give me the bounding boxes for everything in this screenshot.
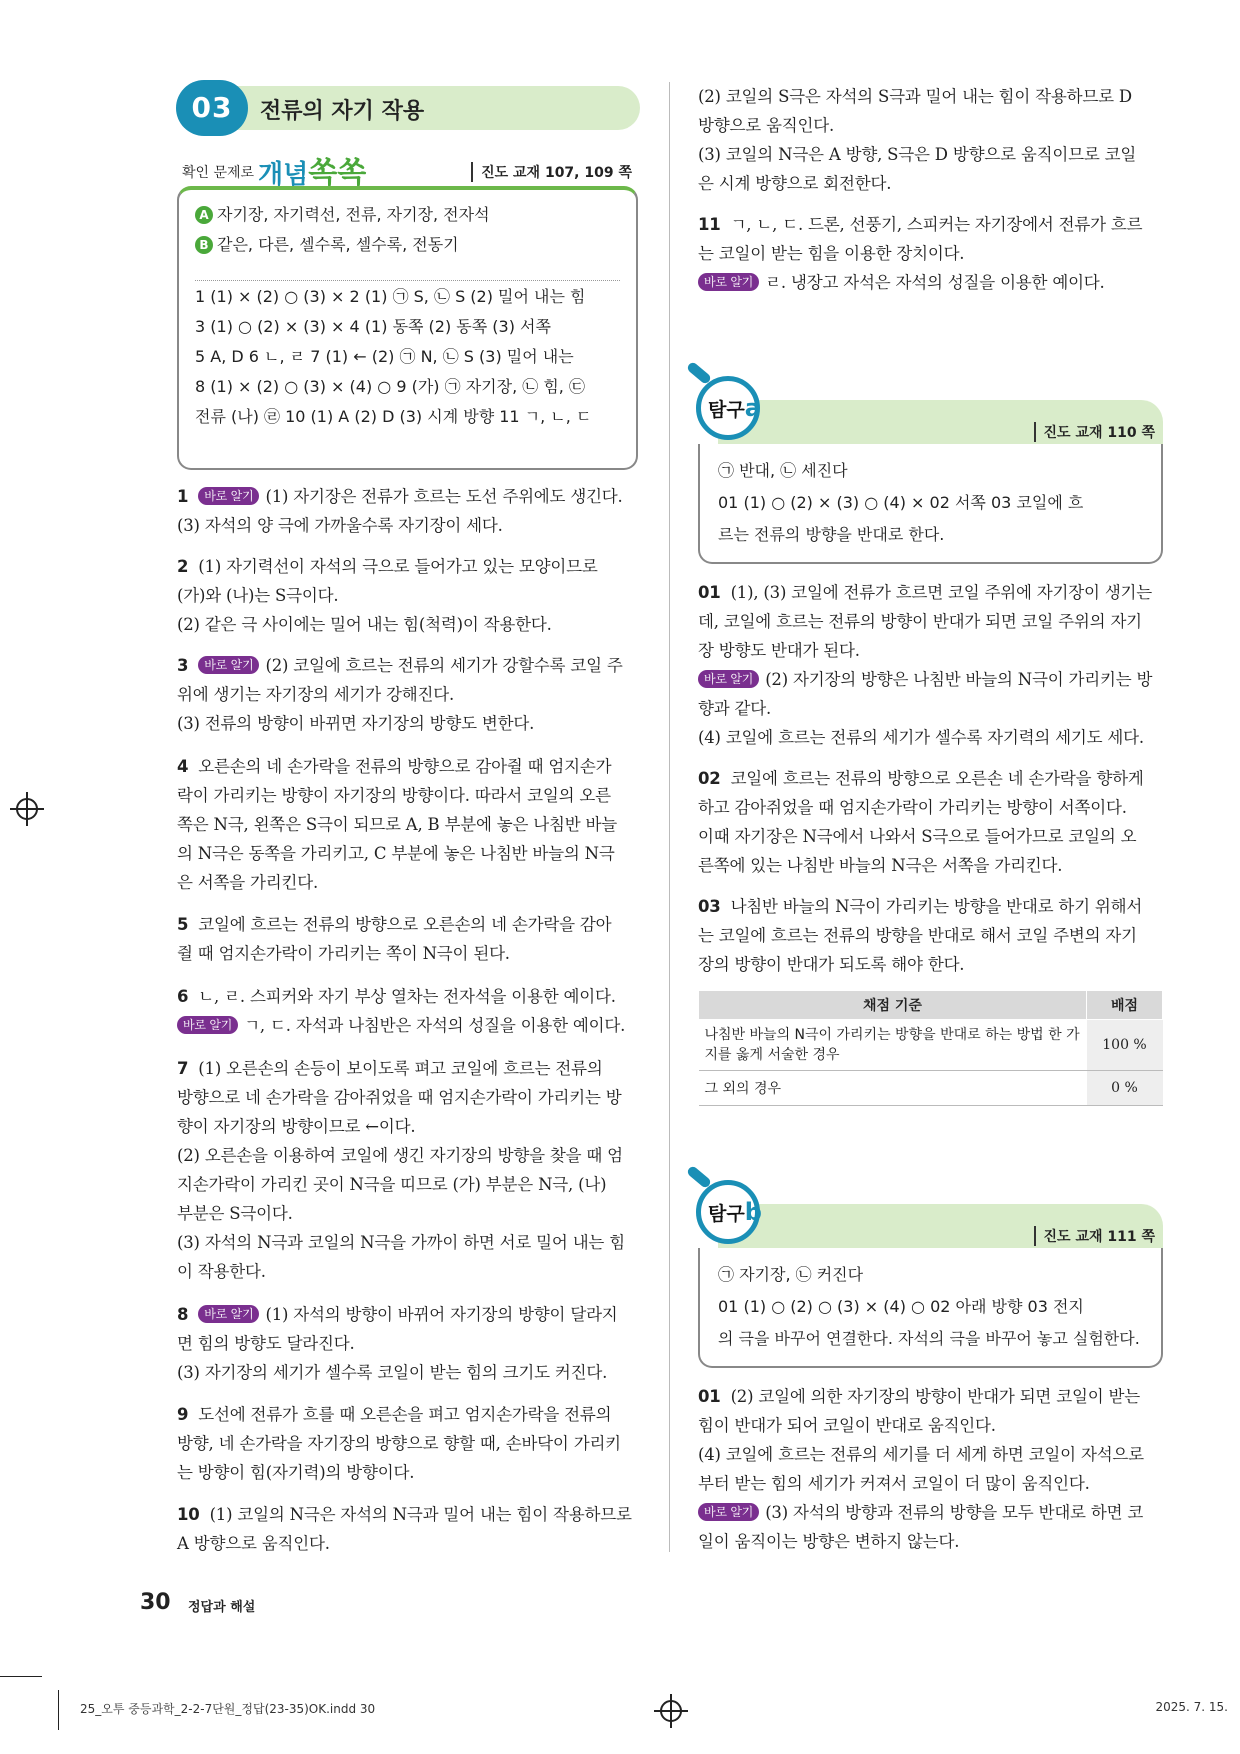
correction-tag: 바로 알기: [177, 1016, 238, 1034]
explore-a-body: [698, 444, 1163, 564]
correction-tag: 바로 알기: [198, 656, 259, 674]
explanation-2: [177, 552, 642, 639]
text-line: 장의 방향이 반대가 되도록 해야 한다.: [698, 955, 965, 974]
explore-answer-line: 르는 전류의 방향을 반대로 한다.: [718, 525, 945, 544]
registration-mark-icon: [16, 798, 38, 820]
text-line: (4) 코일에 흐르는 전류의 세기가 셀수록 자기력의 세기도 세다.: [698, 728, 1144, 747]
concept-answer-line: 3 (1) ○ (2) × (3) × 4 (1) 동쪽 (2) 동쪽 (3) 서쪽: [195, 317, 551, 336]
text-line: 데, 코일에 흐르는 전류의 방향이 반대가 되면 코일 주위의 자기: [698, 612, 1142, 631]
explanation-10: [177, 1500, 642, 1558]
explore-answer-line: 의 극을 바꾸어 연결한다. 자석의 극을 바꾸어 놓고 실험한다.: [718, 1329, 1140, 1348]
explore-a-explanation-02: [698, 764, 1163, 880]
explore-a-explanation-03: [698, 892, 1163, 979]
explore-letter: a: [744, 394, 761, 422]
explore-b-body: [698, 1248, 1163, 1368]
text-line: (1) 코일의 N극은 자석의 N극과 밀어 내는 힘이 작용하므로: [209, 1505, 632, 1524]
trim-mark: [0, 1676, 42, 1677]
concept-big-accent: 쏙쏙: [308, 156, 367, 191]
explore-label-text: 탐구: [708, 1203, 745, 1225]
explore-answer-line: ㉠ 반대, ㉡ 세진다: [718, 461, 848, 480]
text-line: 힘이 반대가 되어 코일이 반대로 움직인다.: [698, 1416, 996, 1435]
concept-header: [180, 148, 640, 191]
text-line: 은 서쪽을 가리킨다.: [177, 873, 319, 892]
text-line: 방향으로 움직인다.: [698, 116, 835, 135]
correction-tag: 바로 알기: [198, 1305, 259, 1323]
registration-mark-icon: [660, 1700, 682, 1722]
text-line: 코일에 흐르는 전류의 방향으로 오른손의 네 손가락을 감아: [198, 915, 612, 934]
text-line: (가)와 (나)는 S극이다.: [177, 586, 339, 605]
text-line: (3) 자석의 양 극에 가까울수록 자기장이 세다.: [177, 516, 503, 535]
text-line: 일이 움직이는 방향은 변하지 않는다.: [698, 1532, 960, 1551]
table-cell: 그 외의 경우: [699, 1071, 1087, 1106]
concept-textbook-ref: 진도 교재 107, 109 쪽: [471, 162, 632, 182]
explore-label-text: 탐구: [708, 399, 745, 421]
dotted-divider: [195, 280, 620, 281]
correction-tag: 바로 알기: [698, 1503, 759, 1521]
concept-answer-line: 전류 (나) ㉣ 10 (1) A (2) D (3) 시계 방향 11 ㄱ, ㄴ, ㄷ: [195, 407, 592, 426]
text-line: 위에 생기는 자기장의 세기가 강해진다.: [177, 685, 455, 704]
concept-answer-line: 8 (1) × (2) ○ (3) × (4) ○ 9 (가) ㉠ 자기장, ㉡ 힘, ㉢: [195, 377, 585, 396]
column-divider: [669, 82, 670, 1552]
concept-big-text: 개념: [258, 160, 309, 190]
text-line: 부분은 S극이다.: [177, 1204, 293, 1223]
correction-tag: 바로 알기: [698, 273, 759, 291]
explore-b-label: [708, 1198, 762, 1226]
explanation-6: [177, 982, 642, 1040]
text-line: (1) 자기장은 전류가 흐르는 도선 주위에도 생긴다.: [265, 487, 623, 506]
text-line: 방향으로 네 손가락을 감아쥐었을 때 엄지손가락이 가리키는 방: [177, 1088, 622, 1107]
explore-a-box: [698, 394, 1163, 568]
text-line: (3) 전류의 방향이 바뀌면 자기장의 방향도 변한다.: [177, 714, 535, 733]
concept-line-a-text: 자기장, 자기력선, 전류, 자기장, 전자석: [217, 205, 490, 224]
section-number-badge: 03: [176, 80, 248, 136]
table-header: 채점 기준: [699, 991, 1087, 1020]
text-line: (4) 코일에 흐르는 전류의 세기를 더 세게 하면 코일이 자석으로: [698, 1445, 1144, 1464]
text-line: 향이 자기장의 방향이므로 ←이다.: [177, 1117, 416, 1136]
text-line: ㄱ, ㄴ, ㄷ. 드론, 선풍기, 스피커는 자기장에서 전류가 흐르: [730, 215, 1143, 234]
explore-a-ref: 진도 교재 110 쪽: [1034, 422, 1155, 442]
text-line: (2) 같은 극 사이에는 밀어 내는 힘(척력)이 작용한다.: [177, 615, 552, 634]
text-line: (2) 오른손을 이용하여 코일에 생긴 자기장의 방향을 찾을 때 엄: [177, 1146, 623, 1165]
explore-b-header: [708, 1198, 1163, 1248]
text-line: (1) 오른손의 손등이 보이도록 펴고 코일에 흐르는 전류의: [198, 1059, 603, 1078]
footer-label: 정답과 해설: [188, 1600, 256, 1615]
table-cell: 100 %: [1087, 1020, 1163, 1071]
table-header: 배점: [1087, 991, 1163, 1020]
text-line: ㄹ. 냉장고 자석은 자석의 성질을 이용한 예이다.: [765, 273, 1105, 292]
print-file-info: 25_오투 중등과학_2-2-7단원_정답(23-35)OK.indd 30: [80, 1702, 376, 1716]
text-line: 오른손의 네 손가락을 전류의 방향으로 감아쥘 때 엄지손가: [198, 757, 612, 776]
question-number: 01: [698, 583, 721, 602]
question-number: 4: [177, 757, 189, 776]
question-number: 7: [177, 1059, 189, 1078]
explanation-7: [177, 1054, 642, 1286]
section-title: 전류의 자기 작용: [260, 99, 425, 124]
text-line: (2) 코일에 의한 자기장의 방향이 반대가 되면 코일이 받는: [730, 1387, 1140, 1406]
question-number: 3: [177, 656, 189, 675]
explore-letter: b: [744, 1198, 762, 1226]
concept-answer-line: 5 A, D 6 ㄴ, ㄹ 7 (1) ← (2) ㉠ N, ㉡ S (3) 밀어 내는: [195, 347, 574, 366]
table-row: [699, 1020, 1163, 1071]
explanation-4: [177, 752, 642, 897]
text-line: ㄴ, ㄹ. 스피커와 자기 부상 열차는 전자석을 이용한 예이다.: [198, 987, 616, 1006]
table-cell: 나침반 바늘의 N극이 가리키는 방향을 반대로 하는 방법 한 가지를 옳게 서술한 경우: [699, 1020, 1087, 1071]
concept-line-b: [195, 232, 459, 255]
explanation-3: [177, 651, 642, 738]
text-line: 하고 감아쥐었을 때 엄지손가락이 가리키는 방향이 서쪽이다.: [698, 798, 1127, 817]
explanation-8: [177, 1300, 642, 1387]
text-line: 는 방향이 힘(자기력)의 방향이다.: [177, 1463, 415, 1482]
concept-answer-box: [177, 186, 638, 470]
correction-tag: 바로 알기: [698, 670, 759, 688]
page-number: 30: [140, 1590, 171, 1615]
text-line: 나침반 바늘의 N극이 가리키는 방향을 반대로 하기 위해서: [730, 897, 1143, 916]
explore-a-explanation-01: [698, 578, 1163, 752]
explore-b-explanation-01: [698, 1382, 1163, 1556]
table-header-row: [699, 991, 1163, 1020]
text-line: 은 시계 방향으로 회전한다.: [698, 174, 892, 193]
explanation-1: [177, 482, 642, 540]
question-number: 10: [177, 1505, 200, 1524]
question-number: 01: [698, 1387, 721, 1406]
text-line: 향과 같다.: [698, 699, 772, 718]
text-line: 는 코일에 흐르는 전류의 방향을 반대로 해서 코일 주변의 자기: [698, 926, 1137, 945]
text-line: A 방향으로 움직인다.: [177, 1534, 330, 1553]
text-line: 면 힘의 방향도 달라진다.: [177, 1334, 355, 1353]
concept-small-label: 확인 문제로: [182, 165, 255, 181]
correction-tag: 바로 알기: [198, 487, 259, 505]
explore-b-ref: 진도 교재 111 쪽: [1034, 1226, 1155, 1246]
text-line: (1) 자기력선이 자석의 극으로 들어가고 있는 모양이므로: [198, 557, 598, 576]
circle-a-badge: A: [195, 206, 213, 224]
explore-answer-line: 01 (1) ○ (2) ○ (3) × (4) ○ 02 아래 방향 03 전지: [718, 1297, 1084, 1316]
text-line: 도선에 전류가 흐를 때 오른손을 펴고 엄지손가락을 전류의: [198, 1405, 612, 1424]
question-number: 02: [698, 769, 721, 788]
explore-a-label: [708, 394, 761, 422]
concept-line-a: [195, 202, 490, 225]
text-line: 는 코일이 받는 힘을 이용한 장치이다.: [698, 244, 965, 263]
explore-answer-line: ㉠ 자기장, ㉡ 커진다: [718, 1265, 864, 1284]
text-line: 이 작용한다.: [177, 1262, 266, 1281]
text-line: (3) 자석의 방향과 전류의 방향을 모두 반대로 하면 코: [765, 1503, 1144, 1522]
concept-answer-line: 1 (1) × (2) ○ (3) × 2 (1) ㉠ S, ㉡ S (2) 밀어 내는 힘: [195, 287, 586, 306]
explanation-9: [177, 1400, 642, 1487]
text-line: 방향, 네 손가락을 자기장의 방향으로 향할 때, 손바닥이 가리키: [177, 1434, 621, 1453]
question-number: 5: [177, 915, 189, 934]
text-line: (1), (3) 코일에 전류가 흐르면 코일 주위에 자기장이 생기는: [730, 583, 1153, 602]
text-line: 른쪽에 있는 나침반 바늘의 N극은 서쪽을 가리킨다.: [698, 856, 1063, 875]
text-line: (2) 자기장의 방향은 나침반 바늘의 N극이 가리키는 방: [765, 670, 1153, 689]
section-banner: [178, 86, 640, 130]
explanation-5: [177, 910, 642, 968]
text-line: 이때 자기장은 N극에서 나와서 S극으로 들어가므로 코일의 오: [698, 827, 1137, 846]
question-number: 2: [177, 557, 189, 576]
question-number: 11: [698, 215, 721, 234]
text-line: 코일에 흐르는 전류의 방향으로 오른손 네 손가락을 향하게: [730, 769, 1144, 788]
text-line: (3) 자석의 N극과 코일의 N극을 가까이 하면 서로 밀어 내는 힘: [177, 1233, 625, 1252]
text-line: (2) 코일의 S극은 자석의 S극과 밀어 내는 힘이 작용하므로 D: [698, 87, 1132, 106]
question-number: 6: [177, 987, 189, 1006]
explanation-11: [698, 210, 1163, 297]
circle-b-badge: B: [195, 236, 213, 254]
text-line: 락이 가리키는 방향이 자기장의 방향이다. 따라서 코일의 오른: [177, 786, 611, 805]
explanation-10-continued: [698, 82, 1163, 198]
text-line: 쪽은 N극, 왼쪽은 S극이 되므로 A, B 부분에 놓은 나침반 바늘: [177, 815, 618, 834]
text-line: 쥘 때 엄지손가락이 가리키는 쪽이 N극이 된다.: [177, 944, 510, 963]
text-line: (1) 자석의 방향이 바뀌어 자기장의 방향이 달라지: [265, 1305, 618, 1324]
explore-b-box: [698, 1198, 1163, 1372]
text-line: 장 방향도 반대가 된다.: [698, 641, 860, 660]
question-number: 9: [177, 1405, 189, 1424]
text-line: (3) 코일의 N극은 A 방향, S극은 D 방향으로 움직이므로 코일: [698, 145, 1137, 164]
print-date: 2025. 7. 15.: [1155, 1700, 1228, 1714]
table-row: [699, 1071, 1163, 1106]
text-line: ㄱ, ㄷ. 자석과 나침반은 자석의 성질을 이용한 예이다.: [244, 1016, 626, 1035]
table-cell: 0 %: [1087, 1071, 1163, 1106]
text-line: (3) 자기장의 세기가 셀수록 코일이 받는 힘의 크기도 커진다.: [177, 1363, 608, 1382]
concept-line-b-text: 같은, 다른, 셀수록, 셀수록, 전동기: [217, 235, 459, 254]
explore-answer-line: 01 (1) ○ (2) × (3) ○ (4) × 02 서쪽 03 코일에 흐: [718, 493, 1084, 512]
question-number: 03: [698, 897, 721, 916]
scoring-table: [698, 990, 1163, 1106]
question-number: 8: [177, 1305, 189, 1324]
question-number: 1: [177, 487, 189, 506]
text-line: 부터 받는 힘의 세기가 커져서 코일이 더 많이 움직인다.: [698, 1474, 1090, 1493]
text-line: 의 N극은 동쪽을 가리키고, C 부분에 놓은 나침반 바늘의 N극: [177, 844, 615, 863]
explore-a-header: [708, 394, 1163, 444]
text-line: 지손가락이 가리킨 곳이 N극을 띠므로 (가) 부분은 N극, (나): [177, 1175, 607, 1194]
text-line: (2) 코일에 흐르는 전류의 세기가 강할수록 코일 주: [265, 656, 623, 675]
trim-mark: [58, 1690, 59, 1730]
